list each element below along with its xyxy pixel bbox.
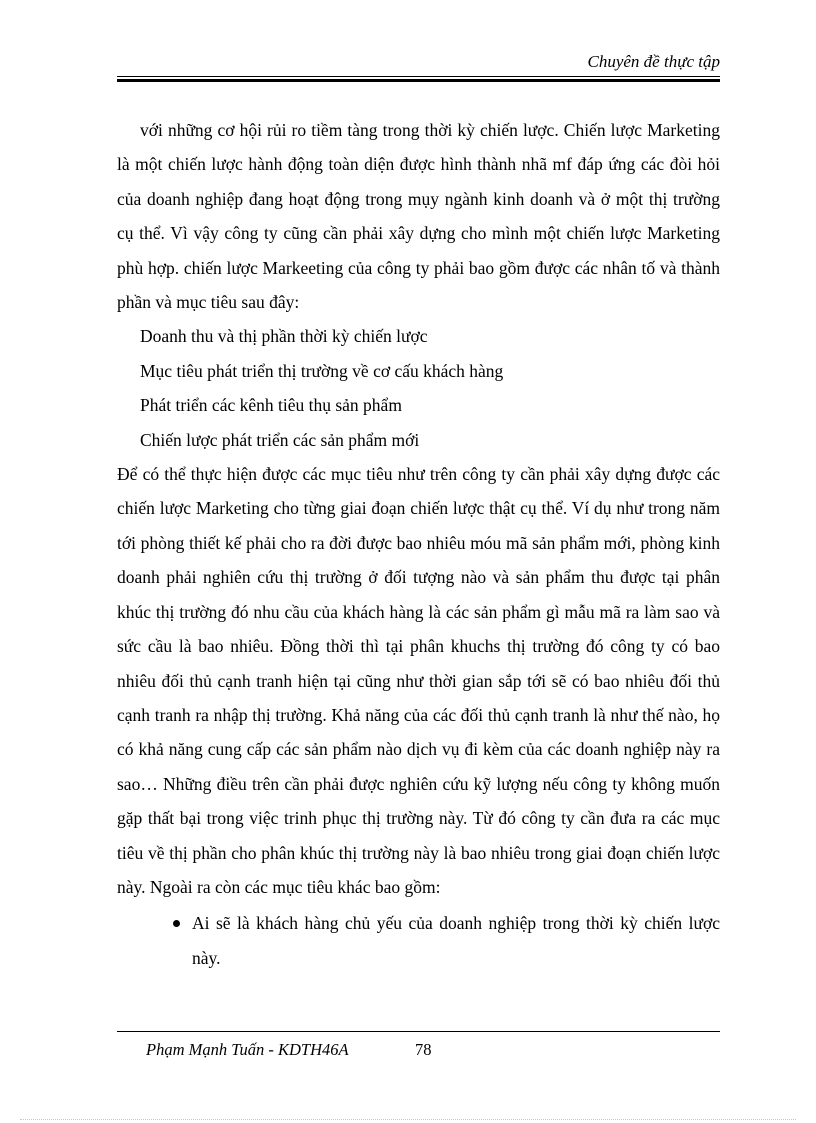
header-rule-thick xyxy=(117,79,720,82)
list-item: Mục tiêu phát triển thị trường về cơ cấu khách hàng xyxy=(140,360,504,381)
page-boundary-line xyxy=(20,1119,796,1120)
page-number: 78 xyxy=(415,1040,432,1059)
list-item: Phát triển các kênh tiêu thụ sản phẩm xyxy=(140,395,402,416)
document-body xyxy=(117,113,720,975)
bullet-text: Ai sẽ là khách hàng chủ yếu của doanh nghiệp trong thời kỳ chiến lược này. xyxy=(192,913,720,968)
list-item: Doanh thu và thị phần thời kỳ chiến lược xyxy=(140,326,428,347)
bullet-icon xyxy=(173,920,180,927)
page-header-title: Chuyên đề thực tập xyxy=(587,52,720,71)
footer-author: Phạm Mạnh Tuấn - KDTH46A xyxy=(146,1040,349,1059)
paragraph: với những cơ hội rủi ro tiềm tàng trong thời kỳ chiến lược. Chiến lược Marketing là một chiến lược hành động toàn diện được hình thành nhã mf đáp ứng các đòi hỏi của doanh nghiệp đang hoạt động trong mụy ngành kinh doanh và ở một thị trường cụ thể. Vì vậy công ty cũng cần phải xây dựng cho mình một chiến lược Marketing phù hợp. chiến lược Markeeting của công ty phải bao gồm được các nhân tố và thành phần và mục tiêu sau đây: xyxy=(117,120,720,313)
footer-rule xyxy=(117,1031,720,1032)
list-item: Chiến lược phát triển các sản phẩm mới xyxy=(140,429,420,450)
header-rule xyxy=(117,76,720,77)
paragraph: Để có thể thực hiện được các mục tiêu như trên công ty cần phải xây dựng được các chiến lược Marketing cho từng giai đoạn chiến lược thật cụ thể. Ví dụ như trong năm tới phòng thiết kế phải cho ra đời được bao nhiêu móu mã sản phẩm mới, phòng kinh doanh phải nghiên cứu thị trường ở đối tượng nào và sản phẩm thu được tại phân khúc thị trường đó nhu cầu của khách hàng là các sản phẩm gì mẫu mã ra làm sao và sức cầu là bao nhiêu. Đồng thời thì tại phân khuchs thị trường đó công ty có bao nhiêu đối thủ cạnh tranh hiện tại cũng như thời gian sắp tới sẽ có bao nhiêu đối thủ cạnh tranh ra nhập thị trường. Khả năng của các đối thủ cạnh tranh là như thế nào, họ có khả năng cung cấp các sản phẩm nào dịch vụ đi kèm của các doanh nghiệp này ra sao… Những điều trên cần phải được nghiên cứu kỹ lượng nếu công ty không muốn gặp thất bại trong việc trinh phục thị trường này. Từ đó công ty cần đưa ra các mục tiêu về thị phần cho phân khúc thị trường này là bao nhiêu trong giai đoạn chiến lược này. Ngoài ra còn các mục tiêu khác bao gồm: xyxy=(117,464,720,897)
bullet-list-item xyxy=(117,906,720,975)
